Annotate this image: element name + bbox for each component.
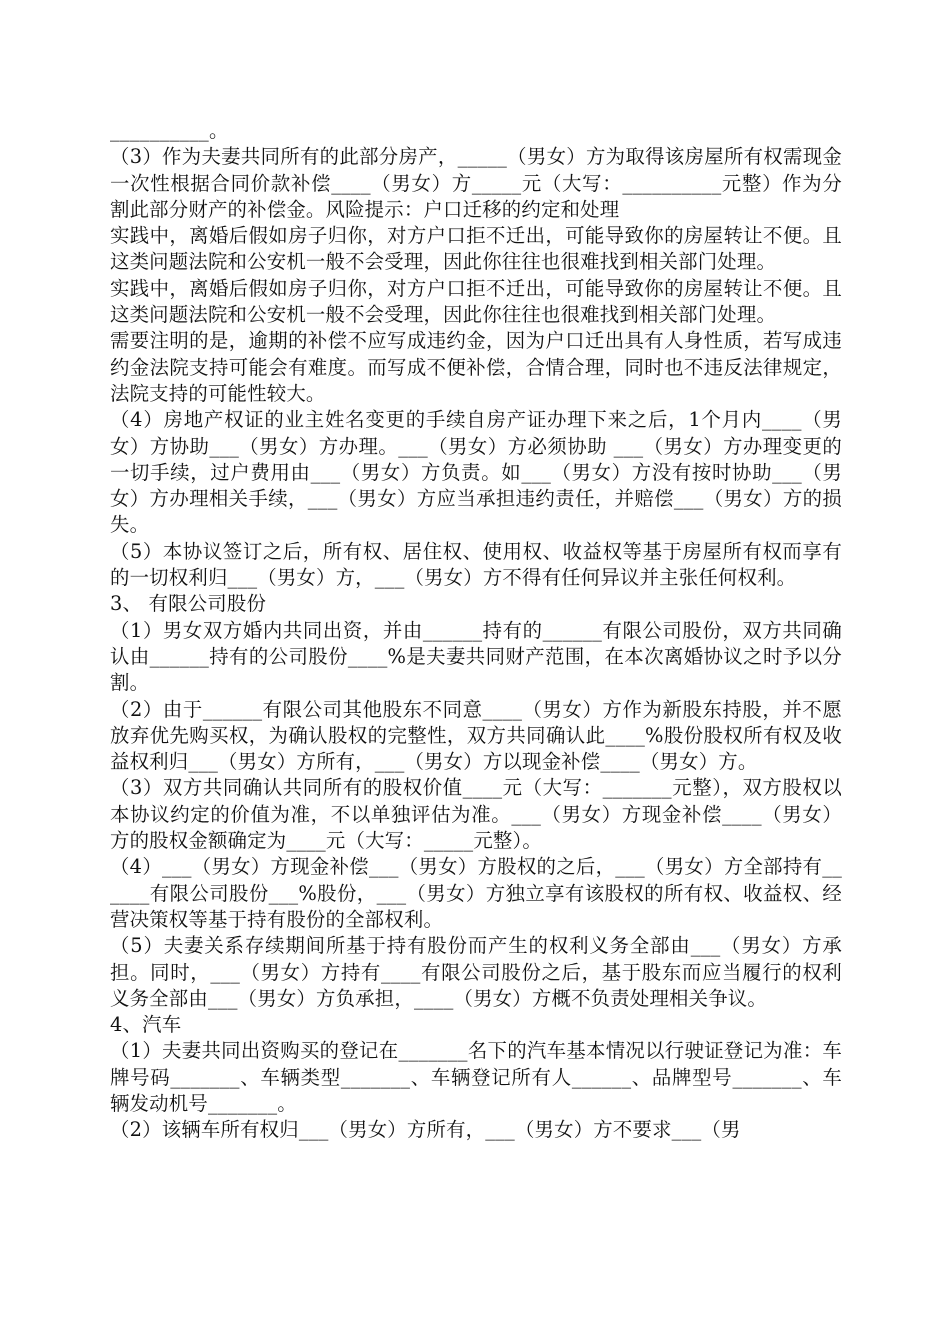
paragraph-title-transfer: （4）房地产权证的业主姓名变更的手续自房产证办理下来之后，1个月内____（男女）方协助___（男女）方办理。___（男女）方必须协助 ___（男女）方办理变更的一切手续，过户费用由___（男女）方负责。如___（男女）方没有按时协助___（男女）方办理相关手续，___（男女）方应当承担违约责任，并赔偿___（男女）方的损失。: [110, 408, 842, 537]
paragraph-penalty-note: 需要注明的是，逾期的补偿不应写成违约金，因为户口迁出具有人身性质，若写成违约金法院支持可能会有难度。而写成不便补偿，合情合理，同时也不违反法律规定，法院支持的可能性较大。: [110, 329, 842, 405]
section-heading-car: 4、汽车: [110, 1013, 182, 1037]
paragraph-car-2: （2）该辆车所有权归___（男女）方所有，___（男女）方不要求___（男: [110, 1118, 741, 1142]
paragraph-blank-line: __________。: [110, 119, 229, 142]
paragraph-ownership-rights: （5）本协议签订之后，所有权、居住权、使用权、收益权等基于房屋所有权而享有的一切权利归___（男女）方，___（男女）方不得有任何异议并主张任何权利。: [110, 539, 842, 590]
paragraph-car-1: （1）夫妻共同出资购买的登记在_______名下的汽车基本情况以行驶证登记为准：车牌号码_______、车辆类型_______、车辆登记所有人______、品牌型号_______、车辆发动机号_______。: [110, 1039, 842, 1115]
paragraph-shares-2: （2）由于______有限公司其他股东不同意____（男女）方作为新股东持股，并不愿放弃优先购买权，为确认股权的完整性，双方共同确认此____%股份股权所有权及收益权利归___（男女）方所有，___（男女）方以现金补偿____（男女）方。: [110, 697, 842, 774]
paragraph-shares-1: （1）男女双方婚内共同出资，并由______持有的______有限公司股份，双方共同确认由______持有的公司股份____%是夫妻共同财产范围，在本次离婚协议之时予以分割。: [110, 618, 842, 695]
paragraph-practice-note-2: 实践中，离婚后假如房子归你，对方户口拒不迁出，可能导致你的房屋转让不便。且这类问题法院和公安机一般不会受理，因此你往往也很难找到相关部门处理。: [110, 276, 842, 327]
paragraph-house-compensation: （3）作为夫妻共同所有的此部分房产，_____（男女）方为取得该房屋所有权需现金一次性根据合同价款补偿____（男女）方_____元（大写：__________元整）作为分割此部分财产的补偿金。风险提示：户口迁移的约定和处理: [110, 145, 842, 221]
document-page: [110, 118, 842, 1144]
paragraph-shares-5: （5）夫妻关系存续期间所基于持有股份而产生的权利义务全部由___（男女）方承担。同时，___（男女）方持有____有限公司股份之后，基于股东而应当履行的权利义务全部由___（男女）方负承担，____（男女）方概不负责处理相关争议。: [110, 934, 842, 1010]
paragraph-practice-note-1: 实践中，离婚后假如房子归你，对方户口拒不迁出，可能导致你的房屋转让不便。且这类问题法院和公安机一般不会受理，因此你往往也很难找到相关部门处理。: [110, 224, 842, 274]
paragraph-shares-3: （3）双方共同确认共同所有的股权价值____元（大写：_______元整），双方股权以本协议约定的价值为准，不以单独评估为准。___（男女）方现金补偿____（男女）方的股权金额确定为____元（大写：_____元整）。: [110, 776, 842, 853]
section-heading-company-shares: 3、 有限公司股份: [110, 592, 267, 616]
paragraph-shares-4: （4）___（男女）方现金补偿___（男女）方股权的之后，___（男女）方全部持有______有限公司股份___%股份，___（男女）方独立享有该股权的所有权、收益权、经营决策权等基于持有股份的全部权利。: [110, 855, 842, 931]
